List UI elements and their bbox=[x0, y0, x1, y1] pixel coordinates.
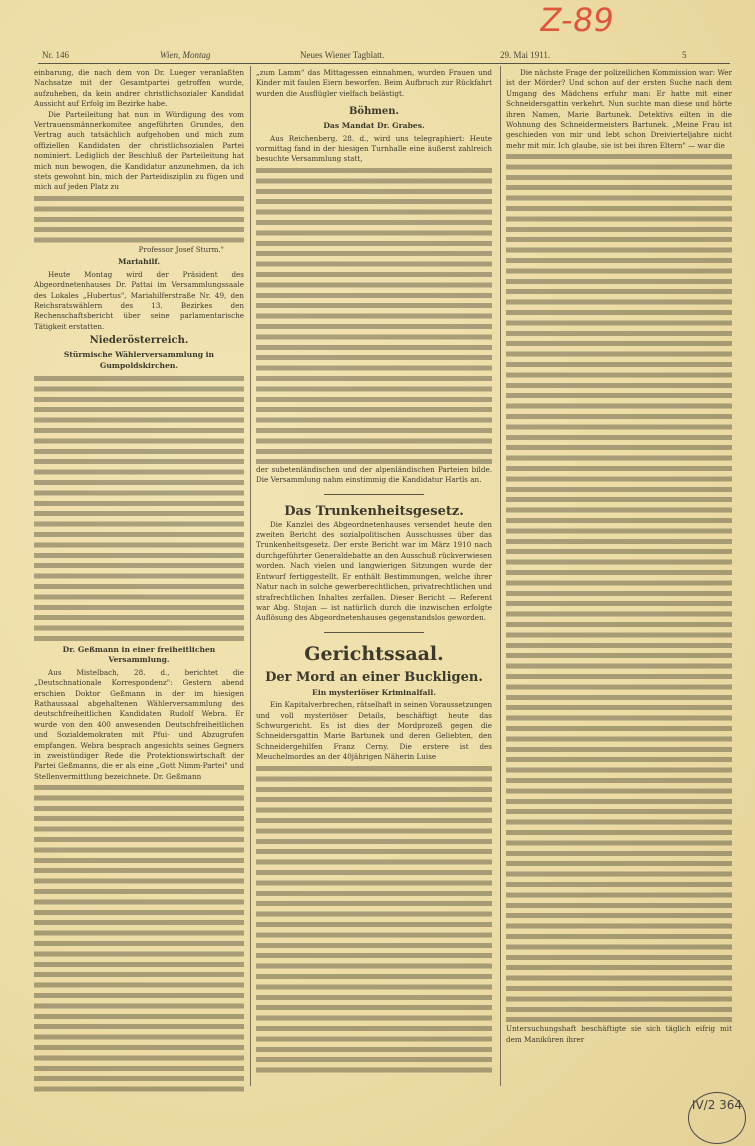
archive-stamp: Z-89 bbox=[537, 1, 617, 39]
place-day: Wien, Montag bbox=[160, 50, 211, 60]
column-3 bbox=[506, 68, 732, 1045]
text-lines bbox=[34, 193, 244, 245]
text-lines bbox=[256, 763, 492, 1075]
shelf-mark-stamp: IV/2 364 bbox=[688, 1092, 746, 1144]
masthead: Neues Wiener Tagblatt. bbox=[300, 50, 385, 60]
article-title: Der Mord an einer Buckligen. bbox=[265, 669, 483, 685]
subheading: Das Mandat Dr. Grabes. bbox=[323, 121, 425, 131]
paragraph: Die Kanzlei des Abgeordnetenhauses versendet heute den zweiten Bericht des sozialpolitischen Ausschusses über das Trunkenheitsgesetz. Der erste Bericht war im März 1910 nach durchgeführter Generaldebatte an den Ausschuß rückverwiesen worden. Nach vielen und langwierigen Sitzungen wurde der Entwurf fertiggestellt. Er enthält Bestimmungen, welche ihrer Natur nach in solche gewerberechtlichen, privatrechtlichen und strafrechtlichen Inhaltes zerfallen. Dieser Bericht — Referent war Abg. Stojan — ist natürlich durch die inzwischen erfolgte Auflösung des Abgeordnetenhauses gegenstandslos geworden. bbox=[256, 519, 492, 623]
paragraph: einbarung, die nach dem von Dr. Lueger veranlaßten Nachsatze mit der Gesamtpartei getroffen wurde, aufzuheben, da kein andrer christlichsozialer Kandidat Aussicht auf Erfolg im Bezirke habe. bbox=[34, 68, 244, 109]
header-rule bbox=[38, 63, 730, 64]
text-lines bbox=[34, 373, 244, 643]
date: 29. Mai 1911. bbox=[500, 50, 551, 60]
text-lines bbox=[256, 165, 492, 465]
section-heading: Böhmen. bbox=[348, 106, 400, 118]
paragraph: der subetenländischen und der alpenländischen Parteien bilde. Die Versammlung nahm einstimmig die Kandidatur Hartls an. bbox=[256, 464, 492, 485]
paragraph: Ein Kapitalverbrechen, rätselhaft in seinen Voraussetzungen und voll mysteriöser Details, beschäftigt heute das Schwurgericht. Es ist dies der Mordprozeß gegen die Schneidersgattin Marie Bartunek und deren Geliebten, den Schneidergehilfen Franz Cerny. Die erstere ist des Meuchelmordes an der 40jährigen Näherin Luise bbox=[256, 700, 492, 762]
subheading: Stürmische Wählerversammlung in Gumpoldskirchen. bbox=[63, 350, 215, 370]
section-heading: Das Trunkenheitsgesetz. bbox=[284, 503, 464, 519]
subheading: Dr. Geßmann in einer freiheitlichen Versammlung. bbox=[62, 644, 216, 665]
section-heading: Mariahilf. bbox=[117, 257, 161, 267]
paragraph: Untersuchungshaft beschäftigte sie sich täglich eifrig mit dem Maniküren ihrer bbox=[506, 1024, 732, 1044]
section-heading: Gerichtssaal. bbox=[304, 642, 444, 665]
separator bbox=[324, 494, 424, 495]
paragraph: Heute Montag wird der Präsident des Abgeordnetenhauses Dr. Pattai im Versammlungssaale des Lokales „Hubertus", Mariahilferstraße Nr. 49, den Reichsratswählern des 13. Bezirkes den Rechenschaftsbericht über seine parlamentarische Tätigkeit erstatten. bbox=[34, 269, 244, 331]
issue-number: Nr. 146 bbox=[42, 50, 69, 60]
column-2 bbox=[256, 68, 492, 1075]
paragraph: Aus Mistelbach, 28. d., berichtet die „Deutschnationale Korrespondenz": Gestern abend erschien Doktor Geßmann in der im hiesigen Rathaussaal abgehaltenen Wählerversammlung des deutschfreiheitlichen Kandidaten Rudolf Webra. Er wurde von den 400 anwesenden Deutschfreiheitlichen und Sozialdemokraten mit Pfui- und Abzugrufen empfangen. Webra besprach angesichts seines Gegners in zweistündiger Rede die Protektionswirtschaft der Partei Geßmanns, die er als eine „Gott Nimm-Partei" und Stellenvermittlung bezeichnete. Dr. Geßmann bbox=[34, 667, 244, 781]
column-divider bbox=[250, 66, 251, 1086]
signature: Professor Josef Sturm." bbox=[138, 244, 224, 254]
separator bbox=[324, 632, 424, 633]
text-lines bbox=[34, 782, 244, 1094]
paragraph: Die nächste Frage der polizeilichen Kommission war: Wer ist der Mörder? Und schon auf der ersten Suche nach dem Umgang des Mädchens erfuhr man: Er hatte mit einer Schneidersgattin verkehrt. Nun suchte man diese und hörte ihren Namen, Marie Bartunek. Detektivs eilten in die Wohnung des Schneidermeisters Bartunek. „Meine Frau ist geschieden von mir und lebt schon Dreivierteljahre nicht mehr mit mir. Ich glaube, sie ist bei ihren Eltern" — war die bbox=[506, 68, 732, 150]
text-lines bbox=[506, 151, 732, 1024]
column-1 bbox=[34, 68, 244, 1094]
section-heading: Niederösterreich. bbox=[89, 335, 189, 347]
paragraph: Aus Reichenberg, 28. d., wird uns telegraphiert: Heute vormittag fand in der hiesigen Turnhalle eine äußerst zahlreich besuchte Versammlung statt, bbox=[256, 133, 492, 164]
column-divider bbox=[500, 66, 501, 1086]
paragraph: „zum Lamm" das Mittagessen einnahmen, wurden Frauen und Kinder mit faulen Eiern beworfen. Beim Aufbruch zur Rückfahrt wurden die Ausflügler vielfach belästigt. bbox=[256, 68, 492, 98]
article-subtitle: Ein mysteriöser Kriminalfall. bbox=[312, 687, 436, 697]
page-number: 5 bbox=[682, 50, 687, 60]
paragraph: Die Parteileitung hat nun in Würdigung des vom Vertrauensmännerkomitee angeführten Grundes, den Vertrag auch tatsächlich aufgehoben und mich zum offiziellen Kandidaten der christlichsozialen Partei nominiert. Lediglich der Beschluß der Parteileitung hat mich nun bewogen, die Kandidatur anzunehmen, da ich stets gewohnt bin, mich der Parteidisziplin zu fügen und mich auf jeden Platz zu bbox=[34, 109, 244, 192]
